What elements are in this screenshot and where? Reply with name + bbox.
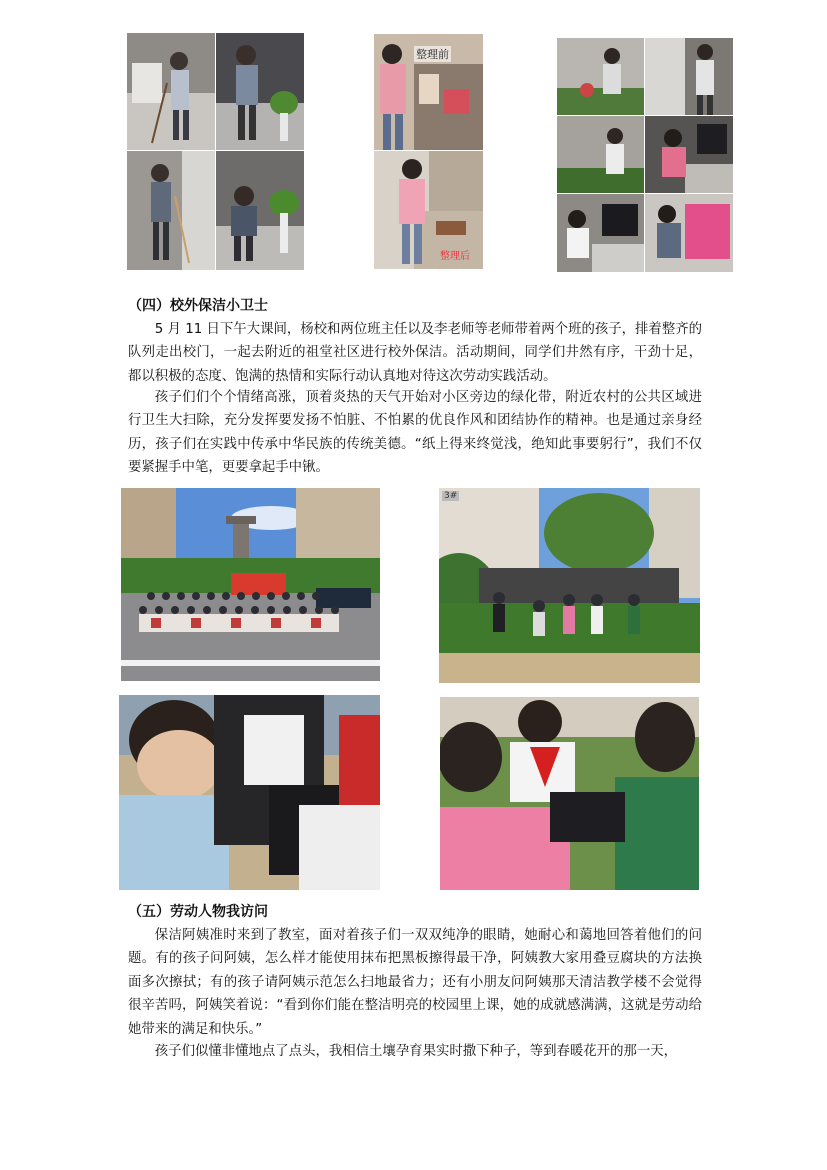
section4-paragraph-1: 5 月 11 日下午大课间，杨校和两位班主任以及李老师等老师带着两个班的孩子，排着整齐的队列走出校门，一起去附近的祖堂社区进行校外保洁。活动期间，同学们井然有序，干劲十足，都以积极的态度、饱满的热情和实际行动认真地对待这次劳动实践活动。	[128, 322, 702, 384]
photo-desk-before	[374, 34, 483, 150]
section4-heading: （四）校外保洁小卫士	[128, 298, 268, 314]
photo-kid-pink-box	[645, 194, 733, 272]
photo-kid-computer	[557, 194, 644, 272]
photo-boy-glasses-trash	[119, 695, 380, 890]
photo-boy-with-plant	[216, 33, 304, 150]
photo-kid-desk-computer	[645, 116, 733, 193]
section5-paragraph-2: 孩子们似懂非懂地点了点头，我相信土壤孕育果实时撒下种子，等到春暖花开的那一天，	[154, 1044, 678, 1059]
photo-kid-plants	[557, 38, 644, 115]
photo-group-outdoor	[121, 488, 380, 681]
photo-boy-watering	[216, 151, 304, 270]
tag-after: 整理后	[440, 251, 470, 262]
photo-boy-sweeping	[127, 151, 215, 270]
photo-girls-trash-bag	[440, 697, 699, 890]
photo-kids-cleaning-greenbelt	[439, 488, 700, 683]
tag-building-number: 3#	[444, 491, 458, 501]
section5-paragraph-1: 保洁阿姨准时来到了教室，面对着孩子们一双双纯净的眼睛，她耐心和蔼地回答着他们的问题。有的孩子问阿姨，怎么样才能使用抹布把黑板擦得最干净，阿姨教大家用叠豆腐块的方法换面多次擦拭；有的孩子请阿姨示范怎么扫地最省力；还有小朋友问阿姨那天清洁教学楼不会觉得很辛苦吗，阿姨笑着说：“看到你们能在整洁明亮的校园里上课，她的成就感满满，这就是劳动给她带来的满足和快乐。”	[128, 928, 702, 1037]
photo-kid-window	[645, 38, 733, 115]
photo-collage-home-cleaning	[127, 33, 304, 270]
section5-heading: （五）劳动人物我访问	[128, 904, 268, 920]
photo-collage-classroom-cleaning	[557, 38, 733, 272]
photo-boy-mopping	[127, 33, 215, 150]
section4-paragraph-2: 孩子们们个个情绪高涨，顶着炎热的天气开始对小区旁边的绿化带，附近农村的公共区域进行卫生大扫除，充分发挥要发扬不怕脏、不怕累的优良作风和团结协作的精神。也是通过亲身经历，孩子们在实践中传承中华民族的传统美德。“纸上得来终觉浅，绝知此事要躬行”，我们不仅要紧握手中笔，更要拿起手中锹。	[128, 390, 702, 476]
photo-desk-after	[374, 151, 483, 269]
photo-before-after-desk	[374, 34, 483, 269]
photo-kid-wiping	[557, 116, 644, 193]
tag-before: 整理前	[416, 48, 449, 61]
